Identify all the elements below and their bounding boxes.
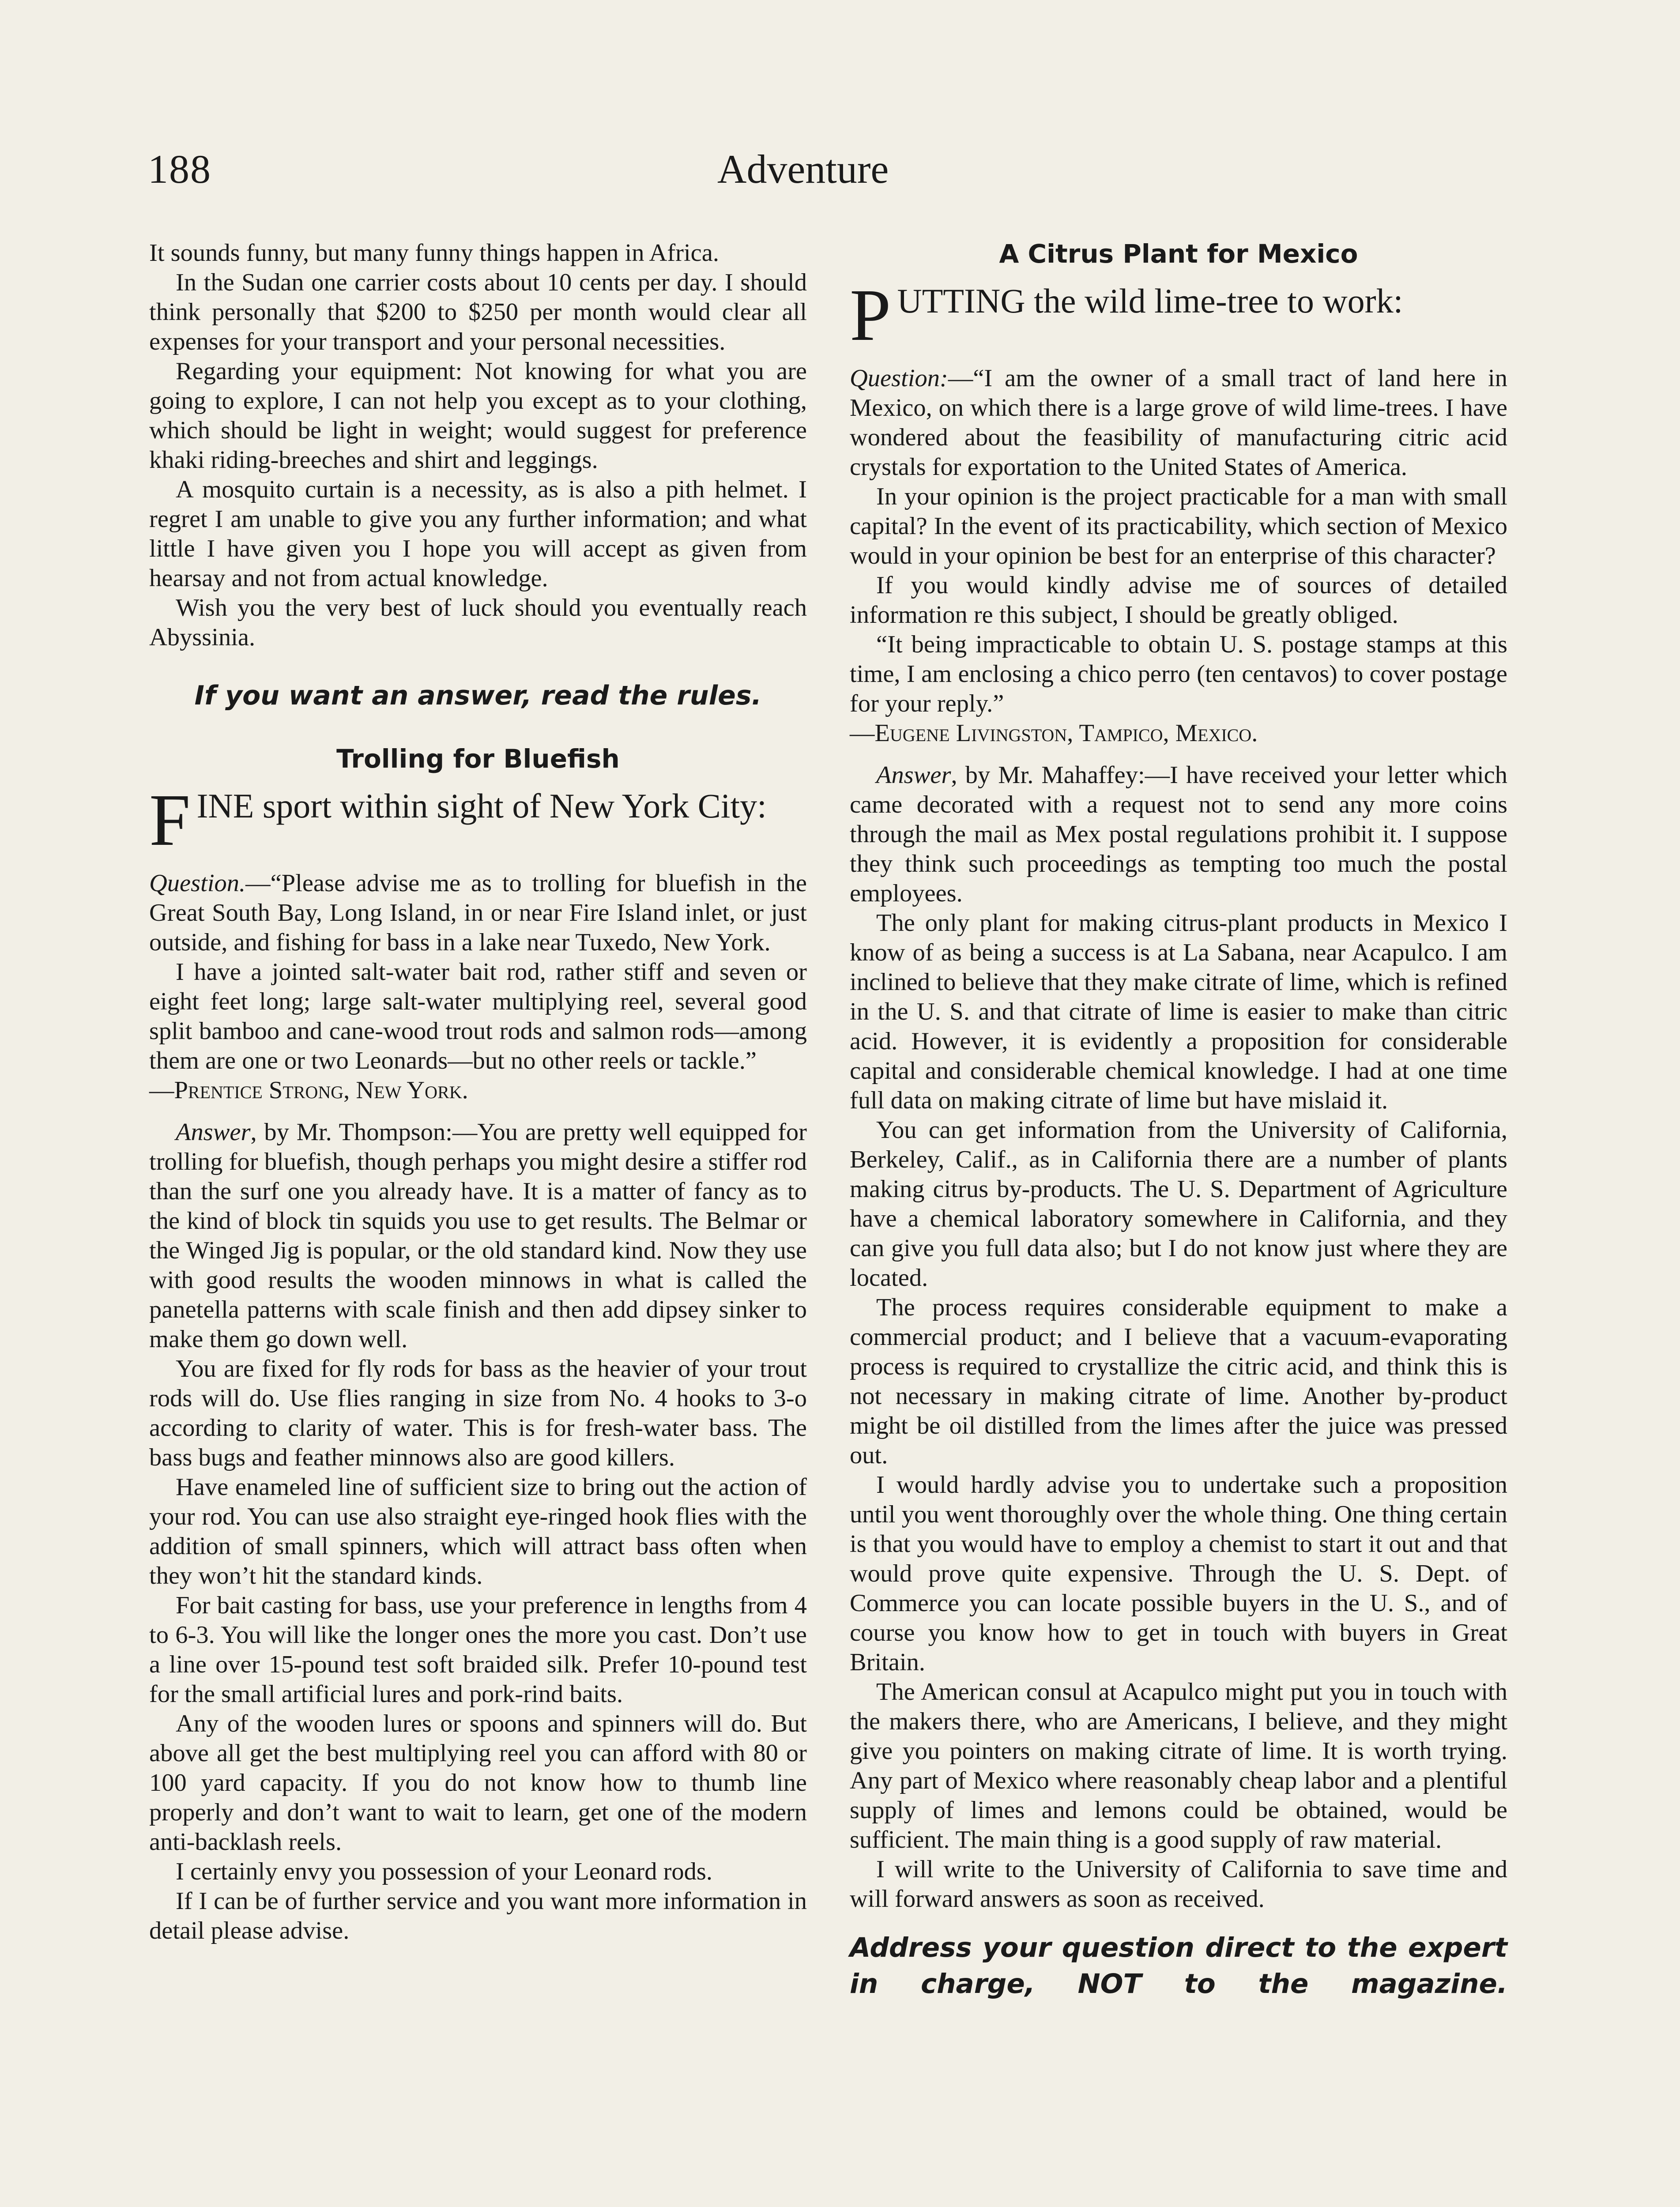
answer-label: Answer [176,1119,251,1146]
drop-cap: P [850,274,891,356]
paragraph: I have a jointed salt-water bait rod, rather stiff and seven or eight feet long; large salt-water multiplying reel, several good split bamboo and cane-wood trout rods and salmon rods—among them are one or two Leonards—but no other reels or tackle.” [149,958,807,1074]
section-title-citrus: A Citrus Plant for Mexico [999,239,1358,269]
paragraph: If I can be of further service and you want more information in detail please advise. [149,1887,807,1944]
left-column [149,238,807,1946]
paragraph: Any of the wooden lures or spoons and spinners will do. But above all get the best multiplying reel you can afford with 80 or 100 yard capacity. If you do not know how to thumb line properly and don’t want to wait to learn, get one of the modern anti-backlash reels. [149,1710,807,1856]
page-header [148,146,1516,203]
right-column [850,238,1507,2002]
question-text: —“Please advise me as to trolling for bluefish in the Great South Bay, Long Island, in or near Fire Island inlet, or just outside, and fishing for bass in a lake near Tuxedo, New York. [149,870,807,956]
closing-note: Address your question direct to the expert in charge, NOT to the magazine. [850,1932,1507,2000]
answer-text: , by Mr. Thompson:—You are pretty well equipped for trolling for bluefish, though perhaps you might desire a stiffer rod than the surf one you already have. It is a matter of fancy as to the kind of block tin squids you use to get results. The Belmar or the Winged Jig is popular, or the old standard kind. Now they use with good results the wooden minnows in what is called the panetella patterns with scale finish and then add dipsey sinker to make them go down well. [149,1119,807,1353]
paragraph: Regarding your equipment: Not knowing for what you are going to explore, I can not help you except as to your clothing, which should be light in weight; would suggest for preference khaki riding-breeches and shirt and leggings. [149,358,807,474]
drop-cap: F [149,779,191,861]
answer-label: Answer [876,761,951,789]
rules-note: If you want an answer, read the rules. [194,680,762,711]
paragraph: I will write to the University of California to save time and will forward answers as soon as received. [850,1856,1507,1913]
paragraph: In your opinion is the project practicable for a man with small capital? In the event of its practicability, which section of Mexico would in your opinion be best for an enterprise of this character? [850,483,1507,569]
paragraph: A mosquito curtain is a necessity, as is also a pith helmet. I regret I am unable to give you any further information; and what little I have given you I hope you will accept as given from hearsay and not from actual knowledge. [149,476,807,592]
paragraph: In the Sudan one carrier costs about 10 cents per day. I should think personally that $200 to $250 per month would clear all expenses for your transport and your personal necessities. [149,269,807,355]
intro-text: INE sport within sight of New York City: [196,787,767,825]
answer-paragraph [850,761,1507,908]
magazine-title: Adventure [717,147,889,192]
question-label: Question: [850,365,948,392]
answer-text: , by Mr. Mahaffey:—I have received your letter which came decorated with a request not to send any more coins through the mail as Mex postal regulations prohibit it. I suppose they think such proceedings as tempting too much the postal employees. [850,761,1507,907]
letter-signature: —Eugene Livingston, Tampico, Mexico. [850,719,1258,747]
section-title-trolling: Trolling for Bluefish [336,744,620,774]
paragraph: Have enameled line of sufficient size to bring out the action of your rod. You can use also straight eye-ringed hook flies with the addition of small spinners, which will attract bass often when they won’t hit the standard kinds. [149,1473,807,1589]
paragraph: You can get information from the University of California, Berkeley, Calif., as in California there are a number of plants making citrus by-products. The U. S. Department of Agriculture have a chemical laboratory somewhere in California, and they can give you full data also; but I do not know just where they are located. [850,1116,1507,1292]
paragraph: The process requires considerable equipment to make a commercial product; and I believe that a vacuum-evaporating process is required to crystallize the citric acid, and think this is not necessary in making citrate of lime. Another by-product might be oil distilled from the limes after the juice was pressed out. [850,1294,1507,1469]
paragraph: It sounds funny, but many funny things happen in Africa. [149,239,719,267]
question-label: Question. [149,870,246,897]
paragraph: “It being impracticable to obtain U. S. postage stamps at this time, I am enclosing a chico perro (ten centavos) to cover postage for your reply.” [850,631,1507,717]
question-paragraph [149,869,807,957]
question-paragraph [850,364,1507,482]
intro-text: UTTING the wild lime-tree to work: [897,282,1403,320]
section-intro [149,779,807,861]
section-intro [850,274,1507,356]
letter-signature: —Prentice Strong, New York. [149,1077,468,1104]
paragraph: The American consul at Acapulco might put you in touch with the makers there, who are Americans, I believe, and they might give you pointers on making citrate of lime. It is worth trying. Any part of Mexico where reasonably cheap labor and a plentiful supply of limes and lemons could be obtained, would be sufficient. The main thing is a good supply of raw material. [850,1678,1507,1853]
question-text: —“I am the owner of a small tract of land here in Mexico, on which there is a large grove of wild lime-trees. I have wondered about the feasibility of manufacturing citric acid crystals for exportation to the United States of America. [850,365,1507,481]
paragraph: I certainly envy you possession of your Leonard rods. [176,1858,713,1885]
paragraph: You are fixed for fly rods for bass as the heavier of your trout rods will do. Use flies ranging in size from No. 4 hooks to 3-o according to clarity of water. This is for fresh-water bass. The bass bugs and feather minnows also are good killers. [149,1355,807,1471]
paragraph: For bait casting for bass, use your preference in lengths from 4 to 6-3. You will like the longer ones the more you cast. Don’t use a line over 15-pound test soft braided silk. Prefer 10-pound test for the small artificial lures and pork-rind baits. [149,1592,807,1708]
paragraph: If you would kindly advise me of sources of detailed information re this subject, I should be greatly obliged. [850,572,1507,629]
paragraph: Wish you the very best of luck should you eventually reach Abyssinia. [149,594,807,651]
page-number: 188 [148,147,211,192]
answer-paragraph [149,1118,807,1354]
paragraph: I would hardly advise you to undertake such a proposition until you went thoroughly over the whole thing. One thing certain is that you would have to employ a chemist to start it out and that would prove quite expensive. Through the U. S. Dept. of Commerce you can locate possible buyers in the U. S., and of course you know how to get in touch with buyers in Great Britain. [850,1471,1507,1676]
paragraph: The only plant for making citrus-plant products in Mexico I know of as being a success is at La Sabana, near Acapulco. I am inclined to believe that they make citrate of lime, which is refined in the U. S. and that citrate of lime is easier to make than citric acid. However, it is evidently a proposition for considerable capital and considerable chemical knowledge. I had at one time full data on making citrate of lime but have mislaid it. [850,909,1507,1114]
